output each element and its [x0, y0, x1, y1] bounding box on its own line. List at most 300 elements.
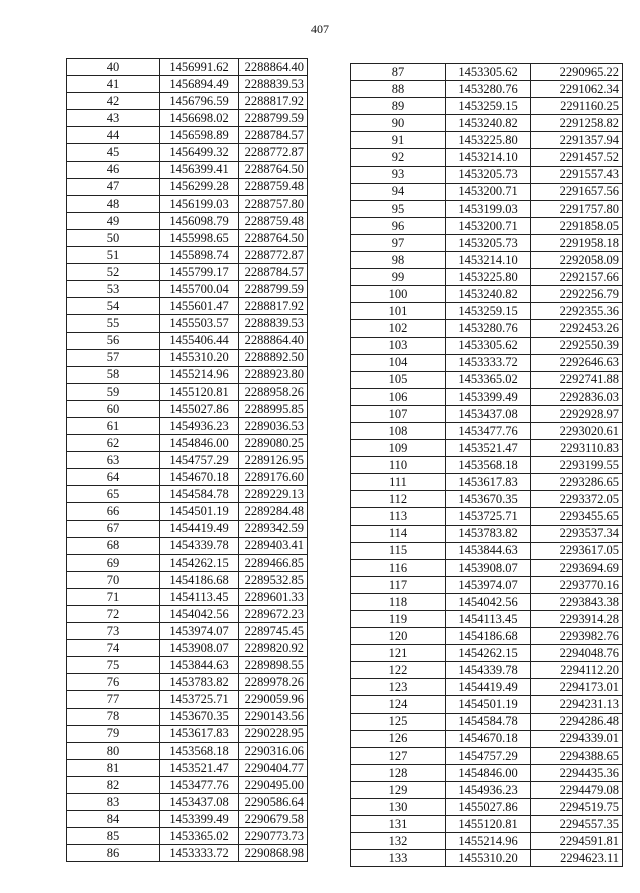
- table-row: [351, 64, 623, 81]
- table-row: [67, 247, 308, 264]
- x-coordinate: 1453844.63: [160, 657, 239, 674]
- x-coordinate: 1453908.07: [160, 640, 239, 657]
- y-coordinate: 2292836.03: [531, 388, 623, 405]
- x-coordinate: 1453365.02: [160, 828, 239, 845]
- x-coordinate: 1453783.82: [160, 674, 239, 691]
- point-number: 75: [67, 657, 160, 674]
- y-coordinate: 2294173.01: [531, 679, 623, 696]
- table-row: [67, 640, 308, 657]
- table-row: [351, 252, 623, 269]
- x-coordinate: 1454186.68: [446, 628, 531, 645]
- point-number: 60: [67, 400, 160, 417]
- point-number: 73: [67, 623, 160, 640]
- y-coordinate: 2290586.64: [239, 794, 308, 811]
- point-number: 113: [351, 508, 446, 525]
- x-coordinate: 1453200.71: [446, 183, 531, 200]
- point-number: 89: [351, 98, 446, 115]
- y-coordinate: 2288864.40: [239, 332, 308, 349]
- point-number: 95: [351, 200, 446, 217]
- point-number: 82: [67, 776, 160, 793]
- point-number: 99: [351, 269, 446, 286]
- y-coordinate: 2289898.55: [239, 657, 308, 674]
- y-coordinate: 2291160.25: [531, 98, 623, 115]
- table-row: [67, 332, 308, 349]
- y-coordinate: 2290404.77: [239, 759, 308, 776]
- x-coordinate: 1455700.04: [160, 281, 239, 298]
- x-coordinate: 1453225.80: [446, 269, 531, 286]
- table-row: [351, 132, 623, 149]
- table-row: [67, 674, 308, 691]
- y-coordinate: 2294591.81: [531, 833, 623, 850]
- y-coordinate: 2290143.56: [239, 708, 308, 725]
- point-number: 64: [67, 469, 160, 486]
- x-coordinate: 1453670.35: [160, 708, 239, 725]
- point-number: 49: [67, 212, 160, 229]
- y-coordinate: 2291062.34: [531, 81, 623, 98]
- x-coordinate: 1454846.00: [446, 764, 531, 781]
- table-row: [67, 623, 308, 640]
- table-row: [67, 264, 308, 281]
- x-coordinate: 1454584.78: [446, 713, 531, 730]
- table-row: [67, 366, 308, 383]
- table-row: [351, 679, 623, 696]
- x-coordinate: 1453670.35: [446, 491, 531, 508]
- y-coordinate: 2289229.13: [239, 486, 308, 503]
- x-coordinate: 1454846.00: [160, 435, 239, 452]
- table-row: [67, 315, 308, 332]
- point-number: 96: [351, 217, 446, 234]
- table-row: [351, 234, 623, 251]
- point-number: 103: [351, 337, 446, 354]
- y-coordinate: 2294231.13: [531, 696, 623, 713]
- coordinates-table-left: [66, 58, 308, 862]
- table-row: [351, 645, 623, 662]
- y-coordinate: 2292550.39: [531, 337, 623, 354]
- x-coordinate: 1453399.49: [446, 388, 531, 405]
- table-row: [351, 730, 623, 747]
- table-row: [67, 554, 308, 571]
- point-number: 53: [67, 281, 160, 298]
- table-row: [67, 588, 308, 605]
- x-coordinate: 1455998.65: [160, 229, 239, 246]
- point-number: 115: [351, 542, 446, 559]
- table-row: [351, 98, 623, 115]
- point-number: 124: [351, 696, 446, 713]
- y-coordinate: 2288923.80: [239, 366, 308, 383]
- table-row: [351, 474, 623, 491]
- point-number: 84: [67, 811, 160, 828]
- point-number: 65: [67, 486, 160, 503]
- y-coordinate: 2288995.85: [239, 400, 308, 417]
- y-coordinate: 2291357.94: [531, 132, 623, 149]
- table-row: [67, 127, 308, 144]
- point-number: 125: [351, 713, 446, 730]
- point-number: 54: [67, 298, 160, 315]
- y-coordinate: 2289978.26: [239, 674, 308, 691]
- point-number: 132: [351, 833, 446, 850]
- table-row: [351, 422, 623, 439]
- y-coordinate: 2291958.18: [531, 234, 623, 251]
- y-coordinate: 2288958.26: [239, 383, 308, 400]
- point-number: 111: [351, 474, 446, 491]
- point-number: 120: [351, 628, 446, 645]
- y-coordinate: 2294519.75: [531, 799, 623, 816]
- point-number: 119: [351, 611, 446, 628]
- table-row: [351, 371, 623, 388]
- x-coordinate: 1456098.79: [160, 212, 239, 229]
- point-number: 63: [67, 452, 160, 469]
- x-coordinate: 1453259.15: [446, 98, 531, 115]
- point-number: 48: [67, 195, 160, 212]
- x-coordinate: 1453908.07: [446, 559, 531, 576]
- y-coordinate: 2290495.00: [239, 776, 308, 793]
- point-number: 98: [351, 252, 446, 269]
- table-row: [67, 229, 308, 246]
- table-row: [67, 59, 308, 76]
- x-coordinate: 1454339.78: [446, 662, 531, 679]
- table-row: [67, 110, 308, 127]
- point-number: 66: [67, 503, 160, 520]
- x-coordinate: 1454757.29: [446, 747, 531, 764]
- table-row: [351, 816, 623, 833]
- y-coordinate: 2288764.50: [239, 229, 308, 246]
- y-coordinate: 2294557.35: [531, 816, 623, 833]
- x-coordinate: 1453365.02: [446, 371, 531, 388]
- x-coordinate: 1453333.72: [160, 845, 239, 862]
- x-coordinate: 1456499.32: [160, 144, 239, 161]
- x-coordinate: 1456299.28: [160, 178, 239, 195]
- y-coordinate: 2290965.22: [531, 64, 623, 81]
- x-coordinate: 1454419.49: [446, 679, 531, 696]
- point-number: 101: [351, 303, 446, 320]
- point-number: 104: [351, 354, 446, 371]
- point-number: 106: [351, 388, 446, 405]
- point-number: 86: [67, 845, 160, 862]
- table-row: [351, 850, 623, 867]
- y-coordinate: 2291858.05: [531, 217, 623, 234]
- y-coordinate: 2288892.50: [239, 349, 308, 366]
- x-coordinate: 1454419.49: [160, 520, 239, 537]
- x-coordinate: 1454501.19: [160, 503, 239, 520]
- x-coordinate: 1455120.81: [446, 816, 531, 833]
- table-row: [67, 383, 308, 400]
- x-coordinate: 1456796.59: [160, 93, 239, 110]
- y-coordinate: 2291757.80: [531, 200, 623, 217]
- table-row: [67, 691, 308, 708]
- y-coordinate: 2293770.16: [531, 576, 623, 593]
- x-coordinate: 1454670.18: [446, 730, 531, 747]
- point-number: 108: [351, 422, 446, 439]
- x-coordinate: 1455310.20: [160, 349, 239, 366]
- y-coordinate: 2291657.56: [531, 183, 623, 200]
- x-coordinate: 1453437.08: [446, 405, 531, 422]
- point-number: 51: [67, 247, 160, 264]
- point-number: 59: [67, 383, 160, 400]
- x-coordinate: 1453305.62: [446, 337, 531, 354]
- y-coordinate: 2293455.65: [531, 508, 623, 525]
- point-number: 85: [67, 828, 160, 845]
- y-coordinate: 2293617.05: [531, 542, 623, 559]
- table-row: [67, 435, 308, 452]
- point-number: 116: [351, 559, 446, 576]
- x-coordinate: 1453205.73: [446, 234, 531, 251]
- point-number: 128: [351, 764, 446, 781]
- y-coordinate: 2294339.01: [531, 730, 623, 747]
- table-row: [351, 269, 623, 286]
- table-row: [67, 281, 308, 298]
- x-coordinate: 1453568.18: [160, 742, 239, 759]
- y-coordinate: 2289532.85: [239, 571, 308, 588]
- y-coordinate: 2288799.59: [239, 110, 308, 127]
- table-row: [67, 400, 308, 417]
- x-coordinate: 1453617.83: [160, 725, 239, 742]
- table-row: [67, 708, 308, 725]
- x-coordinate: 1455027.86: [160, 400, 239, 417]
- point-number: 41: [67, 76, 160, 93]
- y-coordinate: 2293286.65: [531, 474, 623, 491]
- table-row: [67, 520, 308, 537]
- point-number: 83: [67, 794, 160, 811]
- x-coordinate: 1453259.15: [446, 303, 531, 320]
- point-number: 74: [67, 640, 160, 657]
- point-number: 130: [351, 799, 446, 816]
- point-number: 107: [351, 405, 446, 422]
- point-number: 42: [67, 93, 160, 110]
- y-coordinate: 2288817.92: [239, 298, 308, 315]
- point-number: 117: [351, 576, 446, 593]
- y-coordinate: 2288772.87: [239, 144, 308, 161]
- point-number: 57: [67, 349, 160, 366]
- point-number: 55: [67, 315, 160, 332]
- table-row: [67, 144, 308, 161]
- table-row: [351, 559, 623, 576]
- y-coordinate: 2288759.48: [239, 212, 308, 229]
- x-coordinate: 1456598.89: [160, 127, 239, 144]
- y-coordinate: 2293110.83: [531, 440, 623, 457]
- x-coordinate: 1455799.17: [160, 264, 239, 281]
- point-number: 112: [351, 491, 446, 508]
- x-coordinate: 1454584.78: [160, 486, 239, 503]
- point-number: 70: [67, 571, 160, 588]
- y-coordinate: 2289176.60: [239, 469, 308, 486]
- table-row: [351, 405, 623, 422]
- point-number: 110: [351, 457, 446, 474]
- table-row: [67, 606, 308, 623]
- point-number: 100: [351, 286, 446, 303]
- point-number: 123: [351, 679, 446, 696]
- y-coordinate: 2290228.95: [239, 725, 308, 742]
- point-number: 58: [67, 366, 160, 383]
- table-row: [67, 759, 308, 776]
- point-number: 102: [351, 320, 446, 337]
- y-coordinate: 2288839.53: [239, 315, 308, 332]
- y-coordinate: 2288784.57: [239, 264, 308, 281]
- x-coordinate: 1453725.71: [446, 508, 531, 525]
- y-coordinate: 2292157.66: [531, 269, 623, 286]
- point-number: 72: [67, 606, 160, 623]
- x-coordinate: 1455310.20: [446, 850, 531, 867]
- y-coordinate: 2294048.76: [531, 645, 623, 662]
- point-number: 62: [67, 435, 160, 452]
- point-number: 129: [351, 781, 446, 798]
- y-coordinate: 2294435.36: [531, 764, 623, 781]
- point-number: 121: [351, 645, 446, 662]
- point-number: 109: [351, 440, 446, 457]
- table-row: [67, 742, 308, 759]
- y-coordinate: 2294286.48: [531, 713, 623, 730]
- table-row: [67, 212, 308, 229]
- x-coordinate: 1454757.29: [160, 452, 239, 469]
- y-coordinate: 2292646.63: [531, 354, 623, 371]
- x-coordinate: 1455027.86: [446, 799, 531, 816]
- point-number: 91: [351, 132, 446, 149]
- y-coordinate: 2288759.48: [239, 178, 308, 195]
- y-coordinate: 2291457.52: [531, 149, 623, 166]
- table-row: [67, 571, 308, 588]
- y-coordinate: 2290868.98: [239, 845, 308, 862]
- point-number: 126: [351, 730, 446, 747]
- table-row: [351, 576, 623, 593]
- x-coordinate: 1453280.76: [446, 81, 531, 98]
- table-row: [351, 183, 623, 200]
- point-number: 69: [67, 554, 160, 571]
- x-coordinate: 1454262.15: [446, 645, 531, 662]
- table-row: [67, 776, 308, 793]
- point-number: 94: [351, 183, 446, 200]
- point-number: 61: [67, 417, 160, 434]
- point-number: 56: [67, 332, 160, 349]
- x-coordinate: 1454501.19: [446, 696, 531, 713]
- point-number: 118: [351, 593, 446, 610]
- point-number: 40: [67, 59, 160, 76]
- x-coordinate: 1453333.72: [446, 354, 531, 371]
- point-number: 77: [67, 691, 160, 708]
- table-row: [67, 469, 308, 486]
- point-number: 79: [67, 725, 160, 742]
- point-number: 92: [351, 149, 446, 166]
- x-coordinate: 1455503.57: [160, 315, 239, 332]
- table-row: [351, 320, 623, 337]
- table-row: [351, 115, 623, 132]
- point-number: 52: [67, 264, 160, 281]
- y-coordinate: 2290316.06: [239, 742, 308, 759]
- point-number: 93: [351, 166, 446, 183]
- y-coordinate: 2289601.33: [239, 588, 308, 605]
- x-coordinate: 1456894.49: [160, 76, 239, 93]
- table-row: [67, 349, 308, 366]
- y-coordinate: 2288817.92: [239, 93, 308, 110]
- y-coordinate: 2289080.25: [239, 435, 308, 452]
- table-row: [67, 452, 308, 469]
- y-coordinate: 2293843.38: [531, 593, 623, 610]
- table-row: [351, 713, 623, 730]
- x-coordinate: 1453974.07: [160, 623, 239, 640]
- y-coordinate: 2294388.65: [531, 747, 623, 764]
- table-row: [351, 388, 623, 405]
- y-coordinate: 2290059.96: [239, 691, 308, 708]
- x-coordinate: 1455120.81: [160, 383, 239, 400]
- table-row: [351, 491, 623, 508]
- table-row: [351, 593, 623, 610]
- table-row: [67, 845, 308, 862]
- y-coordinate: 2289342.59: [239, 520, 308, 537]
- point-number: 80: [67, 742, 160, 759]
- table-row: [67, 161, 308, 178]
- coordinates-table-right: [350, 63, 623, 867]
- y-coordinate: 2294479.08: [531, 781, 623, 798]
- y-coordinate: 2290679.58: [239, 811, 308, 828]
- point-number: 90: [351, 115, 446, 132]
- x-coordinate: 1456399.41: [160, 161, 239, 178]
- x-coordinate: 1456698.02: [160, 110, 239, 127]
- x-coordinate: 1453844.63: [446, 542, 531, 559]
- table-row: [351, 799, 623, 816]
- table-row: [351, 764, 623, 781]
- table-row: [67, 828, 308, 845]
- table-row: [351, 696, 623, 713]
- x-coordinate: 1456199.03: [160, 195, 239, 212]
- table-row: [351, 747, 623, 764]
- x-coordinate: 1453199.03: [446, 200, 531, 217]
- y-coordinate: 2293372.05: [531, 491, 623, 508]
- x-coordinate: 1455406.44: [160, 332, 239, 349]
- x-coordinate: 1453305.62: [446, 64, 531, 81]
- y-coordinate: 2289126.95: [239, 452, 308, 469]
- x-coordinate: 1454936.23: [160, 417, 239, 434]
- point-number: 45: [67, 144, 160, 161]
- table-row: [67, 195, 308, 212]
- x-coordinate: 1455214.96: [160, 366, 239, 383]
- table-row: [67, 93, 308, 110]
- point-number: 105: [351, 371, 446, 388]
- point-number: 71: [67, 588, 160, 605]
- y-coordinate: 2292453.26: [531, 320, 623, 337]
- y-coordinate: 2292058.09: [531, 252, 623, 269]
- y-coordinate: 2292355.36: [531, 303, 623, 320]
- point-number: 87: [351, 64, 446, 81]
- x-coordinate: 1453725.71: [160, 691, 239, 708]
- y-coordinate: 2288764.50: [239, 161, 308, 178]
- y-coordinate: 2294112.20: [531, 662, 623, 679]
- table-row: [67, 486, 308, 503]
- y-coordinate: 2290773.73: [239, 828, 308, 845]
- x-coordinate: 1453200.71: [446, 217, 531, 234]
- y-coordinate: 2291557.43: [531, 166, 623, 183]
- point-number: 67: [67, 520, 160, 537]
- page-number: 407: [311, 22, 329, 36]
- point-number: 88: [351, 81, 446, 98]
- y-coordinate: 2288799.59: [239, 281, 308, 298]
- y-coordinate: 2288784.57: [239, 127, 308, 144]
- y-coordinate: 2289403.41: [239, 537, 308, 554]
- point-number: 114: [351, 525, 446, 542]
- y-coordinate: 2293537.34: [531, 525, 623, 542]
- x-coordinate: 1454113.45: [160, 588, 239, 605]
- x-coordinate: 1453205.73: [446, 166, 531, 183]
- y-coordinate: 2293914.28: [531, 611, 623, 628]
- point-number: 47: [67, 178, 160, 195]
- y-coordinate: 2288864.40: [239, 59, 308, 76]
- table-row: [67, 178, 308, 195]
- point-number: 44: [67, 127, 160, 144]
- table-row: [351, 542, 623, 559]
- table-row: [351, 662, 623, 679]
- table-row: [351, 525, 623, 542]
- point-number: 43: [67, 110, 160, 127]
- table-row: [351, 628, 623, 645]
- x-coordinate: 1453974.07: [446, 576, 531, 593]
- point-number: 81: [67, 759, 160, 776]
